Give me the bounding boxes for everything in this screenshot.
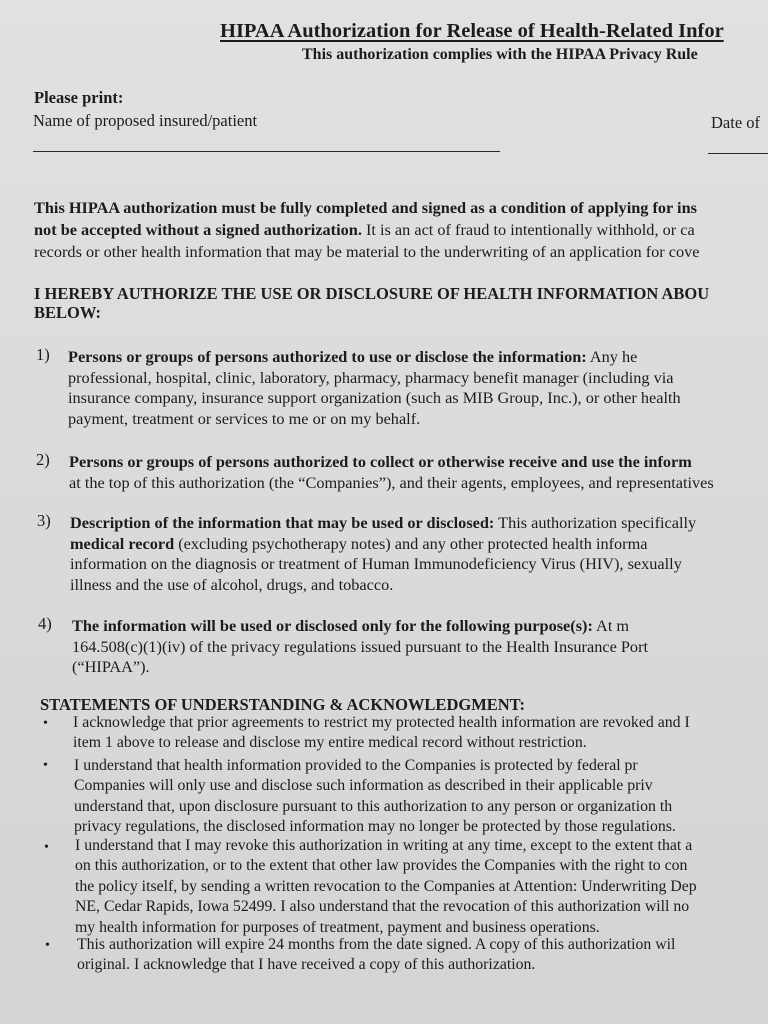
item-3-first-rest: This authorization specifically: [494, 513, 697, 532]
authorize-heading-line-1: I HEREBY AUTHORIZE THE USE OR DISCLOSURE OF HEALTH INFORMATION ABOU: [34, 284, 710, 303]
name-field-label: Name of proposed insured/patient: [33, 111, 258, 130]
statement-4: [77, 935, 675, 976]
statement-3-line-2: on this authorization, or to the extent that other law provides the Companies with the right to con: [75, 857, 688, 875]
statement-1-line-2: item 1 above to release and disclose my entire medical record without restriction.: [73, 734, 587, 752]
name-field-line[interactable]: [33, 151, 500, 152]
item-4-text: [72, 616, 768, 678]
item-1-first-rest: Any he: [586, 347, 638, 366]
statement-3-line-3: the policy itself, by sending a written revocation to the Companies at Attention: Underwriting Dep: [75, 877, 697, 895]
item-3-line-2-bold: medical record: [70, 533, 175, 553]
statement-1: [73, 713, 690, 754]
item-4-line-2: 164.508(c)(1)(iv) of the privacy regulations issued pursuant to the Health Insurance Port: [72, 636, 649, 656]
item-4-bold: The information will be used or disclosed only for the following purpose(s):: [72, 616, 593, 635]
statement-2: [74, 756, 676, 838]
item-1-line-4: payment, treatment or services to me or on my behalf.: [68, 408, 421, 428]
bullet-4-marker: •: [45, 938, 50, 953]
intro-line-2-bold: not be accepted without a signed authorization.: [34, 220, 362, 239]
bullet-2-marker: •: [43, 758, 48, 773]
document-subtitle: This authorization complies with the HIPAA Privacy Rule: [302, 46, 698, 63]
bullet-1-marker: •: [43, 716, 48, 731]
item-2-number: 2): [36, 450, 50, 469]
statement-2-line-1: I understand that health information provided to the Companies is protected by federal pr: [74, 757, 638, 774]
item-3-bold: Description of the information that may be used or disclosed:: [70, 513, 495, 532]
intro-line-2: [34, 219, 695, 240]
date-field-label: Date of: [711, 113, 761, 132]
intro-line-3: records or other health information that may be material to the underwriting of an application for cove: [34, 242, 700, 261]
item-3-line-1: [70, 513, 768, 534]
statement-4-line-1: This authorization will expire 24 months from the date signed. A copy of this authorization wil: [77, 936, 676, 953]
statement-3-line-5: my health information for purposes of treatment, payment and business operations.: [75, 918, 600, 936]
statement-2-line-3: understand that, upon disclosure pursuant to this authorization to any person or organization th: [74, 797, 673, 815]
item-4-line-1: [72, 616, 768, 637]
statement-3: [75, 836, 697, 938]
item-3-line-3: information on the diagnosis or treatment of Human Immunodeficiency Virus (HIV), sexually: [70, 554, 682, 573]
item-4-line-3: (“HIPAA”).: [72, 657, 150, 676]
item-1-bold: Persons or groups of persons authorized to use or disclose the information:: [68, 347, 587, 366]
item-2-line-1: Persons or groups of persons authorized to collect or otherwise receive and use the inform: [69, 452, 692, 471]
item-2-line-2: at the top of this authorization (the “Companies”), and their agents, employees, and representatives: [69, 472, 714, 492]
item-3-number: 3): [37, 511, 51, 530]
item-2-text: [69, 452, 768, 493]
item-3-line-2-rest: (excluding psychotherapy notes) and any other protected health informa: [174, 533, 648, 553]
please-print-label: Please print:: [34, 88, 124, 107]
statement-1-line-1: I acknowledge that prior agreements to restrict my protected health information are revoked and I: [73, 714, 690, 731]
item-3-line-4: illness and the use of alcohol, drugs, and tobacco.: [70, 574, 394, 594]
item-4-number: 4): [38, 614, 52, 633]
item-3-line-2: [70, 534, 768, 555]
item-4-first-rest: At m: [592, 616, 630, 635]
bullet-3-marker: •: [44, 840, 49, 855]
item-1-number: 1): [36, 345, 50, 364]
item-3-text: [70, 513, 768, 595]
item-1-line-2: professional, hospital, clinic, laboratory, pharmacy, pharmacy benefit manager (including via: [68, 367, 674, 387]
statement-2-line-4: privacy regulations, the disclosed information may no longer be protected by those regulations.: [74, 818, 676, 836]
date-field-line[interactable]: [708, 153, 768, 154]
item-1-line-1: [68, 347, 768, 368]
item-1-line-3: insurance company, insurance support organization (such as MIB Group, Inc.), or other health: [68, 388, 681, 407]
statements-heading: STATEMENTS OF UNDERSTANDING & ACKNOWLEDGMENT:: [40, 695, 525, 714]
statement-3-line-1: I understand that I may revoke this authorization in writing at any time, except to the extent that a: [75, 837, 693, 854]
intro-line-1: This HIPAA authorization must be fully completed and signed as a condition of applying for ins: [34, 198, 697, 217]
intro-line-2-rest: It is an act of fraud to intentionally withhold, or ca: [361, 220, 695, 239]
authorize-heading-line-2: BELOW:: [34, 303, 101, 322]
statement-3-line-4: NE, Cedar Rapids, Iowa 52499. I also understand that the revocation of this authorization will no: [75, 898, 690, 916]
statement-2-line-2: Companies will only use and disclose such information as described in their applicable priv: [74, 777, 653, 795]
document-title: HIPAA Authorization for Release of Health-Related Infor: [220, 20, 724, 42]
statement-4-line-2: original. I acknowledge that I have received a copy of this authorization.: [77, 956, 536, 974]
item-1-text: [68, 347, 768, 429]
